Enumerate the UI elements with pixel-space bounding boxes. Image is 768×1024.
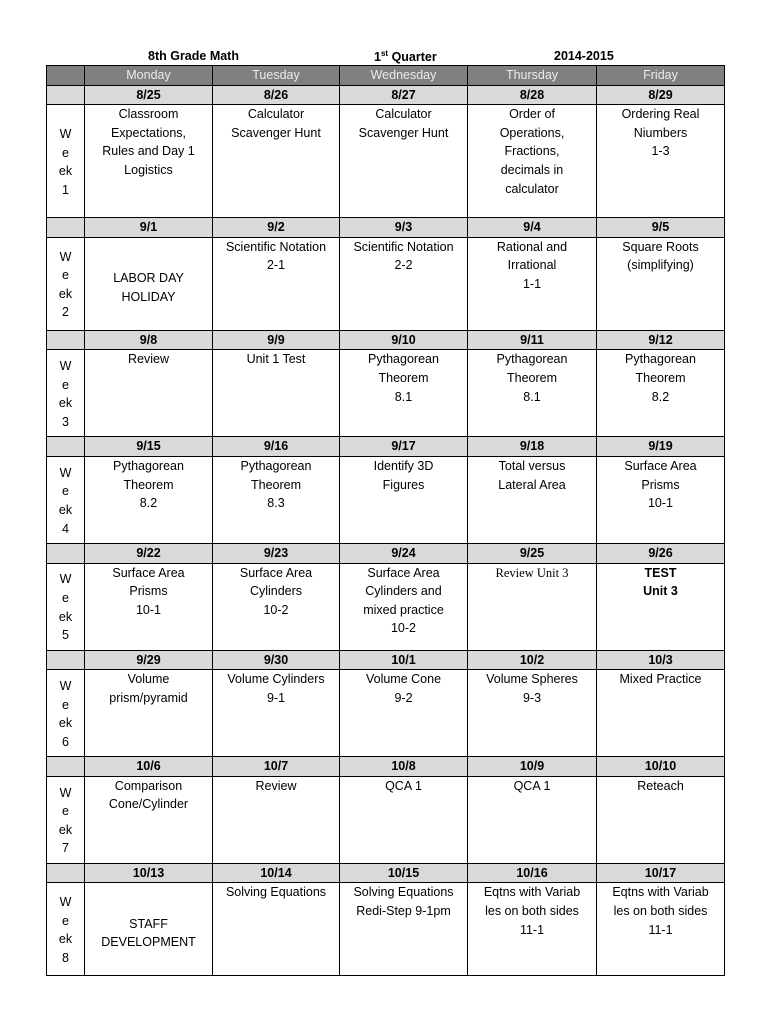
date-cell: 9/1 xyxy=(85,218,213,238)
lesson-line: les on both sides xyxy=(485,903,579,918)
lesson-line: STAFF xyxy=(129,916,168,931)
lesson-line: QCA 1 xyxy=(513,778,551,793)
date-cell: 10/10 xyxy=(597,757,725,777)
lesson-line: Surface Area xyxy=(624,458,697,473)
lesson-cell xyxy=(213,563,340,650)
date-row-blank-cell xyxy=(47,650,85,670)
lesson-line: Review xyxy=(255,778,297,793)
lesson-cell xyxy=(340,105,468,218)
lesson-line: Solving Equations xyxy=(225,885,327,900)
lesson-line: 9-2 xyxy=(394,690,413,705)
week-label-part: 8 xyxy=(62,950,69,965)
week-label-part: ek xyxy=(58,609,73,624)
week-label xyxy=(47,237,85,330)
date-cell: 9/23 xyxy=(213,543,340,563)
week-label-part: e xyxy=(62,484,69,499)
week-label-part: ek xyxy=(58,932,73,947)
lesson-line: Pythagorean xyxy=(113,458,184,473)
lesson-line: Scavenger Hunt xyxy=(358,125,449,140)
date-cell: 10/2 xyxy=(468,650,597,670)
date-cell: 9/18 xyxy=(468,437,597,457)
lesson-line: Scientific Notation xyxy=(225,239,327,254)
lesson-cell xyxy=(213,237,340,330)
date-row xyxy=(47,330,725,350)
date-cell: 9/12 xyxy=(597,330,725,350)
date-row-blank-cell xyxy=(47,85,85,105)
lesson-cell xyxy=(213,883,340,976)
school-year: 2014-2015 xyxy=(554,49,614,63)
lesson-cell xyxy=(85,883,213,976)
lesson-cell xyxy=(468,776,597,863)
lesson-line: Volume xyxy=(127,672,170,687)
lesson-line: Irrational xyxy=(507,258,557,273)
day-header-row xyxy=(47,66,725,86)
date-cell: 10/13 xyxy=(85,863,213,883)
date-cell: 10/15 xyxy=(340,863,468,883)
lesson-cell xyxy=(85,670,213,757)
lesson-cell xyxy=(597,883,725,976)
lesson-line: QCA 1 xyxy=(385,778,422,793)
week-label-part: ek xyxy=(58,164,73,179)
date-cell: 9/5 xyxy=(597,218,725,238)
week-label-part: e xyxy=(62,590,69,605)
lesson-line: Volume Cylinders xyxy=(227,672,325,687)
week-content-row xyxy=(47,563,725,650)
date-cell: 8/26 xyxy=(213,85,340,105)
lesson-cell xyxy=(468,456,597,543)
week-label-part: ek xyxy=(58,286,73,301)
date-cell: 9/26 xyxy=(597,543,725,563)
week-content-row xyxy=(47,776,725,863)
lesson-line: Redi-Step 9-1pm xyxy=(356,903,451,918)
date-cell: 8/29 xyxy=(597,85,725,105)
lesson-cell xyxy=(213,776,340,863)
lesson-line: Comparison xyxy=(114,778,183,793)
lesson-cell xyxy=(597,456,725,543)
date-cell: 9/17 xyxy=(340,437,468,457)
lesson-cell xyxy=(213,456,340,543)
lesson-cell xyxy=(340,776,468,863)
week-label-part: W xyxy=(59,249,72,264)
lesson-line: Mixed Practice xyxy=(619,672,702,687)
lesson-line: Cylinders and xyxy=(365,584,442,599)
week-label-part: W xyxy=(59,572,72,587)
date-cell: 10/9 xyxy=(468,757,597,777)
date-cell: 9/3 xyxy=(340,218,468,238)
week-label-part: e xyxy=(62,145,69,160)
week-label-part: 6 xyxy=(62,734,69,749)
quarter-suffix: st xyxy=(380,49,389,58)
day-header: Thursday xyxy=(468,66,597,86)
lesson-line: 9-3 xyxy=(522,690,542,705)
lesson-line: 8.3 xyxy=(267,496,285,511)
lesson-line: Cone/Cylinder xyxy=(108,797,189,812)
lesson-line: Pythagorean xyxy=(368,352,439,367)
lesson-line: Cylinders xyxy=(249,584,303,599)
date-row-blank-cell xyxy=(47,437,85,457)
date-cell: 8/25 xyxy=(85,85,213,105)
week-label-part: e xyxy=(62,268,69,283)
lesson-line: 2-1 xyxy=(266,258,286,273)
lesson-cell xyxy=(340,350,468,437)
date-cell: 9/10 xyxy=(340,330,468,350)
lesson-line: Volume Cone xyxy=(365,672,442,687)
lesson-line: Scavenger Hunt xyxy=(231,125,321,140)
lesson-line: Theorem xyxy=(506,370,558,385)
lesson-line: Lateral Area xyxy=(498,477,566,492)
week-label-part: e xyxy=(62,804,69,819)
lesson-cell xyxy=(340,670,468,757)
date-cell: 8/27 xyxy=(340,85,468,105)
lesson-line: Rational and xyxy=(496,239,568,254)
lesson-cell xyxy=(85,456,213,543)
lesson-cell xyxy=(468,237,597,330)
lesson-line: Prisms xyxy=(129,584,168,599)
week-content-row xyxy=(47,670,725,757)
lesson-line: 1-1 xyxy=(522,276,542,291)
lesson-line: 2-2 xyxy=(394,258,413,273)
lesson-line: prism/pyramid xyxy=(109,690,188,705)
date-cell: 10/3 xyxy=(597,650,725,670)
week-content-row xyxy=(47,237,725,330)
lesson-cell xyxy=(468,105,597,218)
lesson-line: Surface Area xyxy=(112,565,185,580)
date-row xyxy=(47,650,725,670)
week-label-part: ek xyxy=(58,716,73,731)
lesson-cell xyxy=(213,105,340,218)
date-cell: 9/22 xyxy=(85,543,213,563)
lesson-line: HOLIDAY xyxy=(121,289,176,304)
lesson-line: Expectations, xyxy=(110,125,187,140)
date-row xyxy=(47,85,725,105)
lesson-line: 11-1 xyxy=(519,922,545,937)
week-label xyxy=(47,883,85,976)
lesson-cell xyxy=(85,350,213,437)
lesson-line: Eqtns with Variab xyxy=(483,885,581,900)
date-row-blank-cell xyxy=(47,863,85,883)
lesson-line: Niumbers xyxy=(633,125,688,140)
lesson-line: TEST xyxy=(644,565,677,580)
date-cell: 9/11 xyxy=(468,330,597,350)
week-label-part: W xyxy=(59,678,72,693)
lesson-line: LABOR DAY xyxy=(113,271,184,286)
lesson-line: Order of xyxy=(509,107,555,122)
lesson-line: Review xyxy=(128,352,169,367)
lesson-line: Pythagorean xyxy=(240,458,312,473)
date-cell: 10/16 xyxy=(468,863,597,883)
lesson-cell xyxy=(85,563,213,650)
lesson-cell xyxy=(213,350,340,437)
week-label-part: W xyxy=(59,785,72,800)
lesson-line: 8.1 xyxy=(394,389,413,404)
lesson-line: Calculator xyxy=(247,107,305,122)
lesson-cell xyxy=(340,237,468,330)
lesson-cell xyxy=(597,776,725,863)
week-label-part: W xyxy=(59,465,72,480)
lesson-line: Identify 3D xyxy=(373,458,434,473)
lesson-cell xyxy=(468,670,597,757)
calendar-table xyxy=(46,65,725,976)
lesson-cell xyxy=(340,883,468,976)
date-cell: 10/1 xyxy=(340,650,468,670)
lesson-line: Theorem xyxy=(250,477,302,492)
date-cell: 9/16 xyxy=(213,437,340,457)
day-header: Monday xyxy=(85,66,213,86)
lesson-line: Eqtns with Variab xyxy=(612,885,709,900)
lesson-line: calculator xyxy=(505,181,559,196)
week-label-part: ek xyxy=(58,822,73,837)
lesson-line: Classroom xyxy=(118,107,179,122)
lesson-line: Surface Area xyxy=(239,565,313,580)
date-row xyxy=(47,863,725,883)
date-cell: 10/8 xyxy=(340,757,468,777)
lesson-line: Unit 1 Test xyxy=(246,352,306,367)
lesson-line: 9-1 xyxy=(266,690,286,705)
week-label-part: 1 xyxy=(62,182,69,197)
lesson-line: decimals in xyxy=(500,162,564,177)
date-row xyxy=(47,437,725,457)
lesson-line: Fractions, xyxy=(504,144,560,159)
date-cell: 9/19 xyxy=(597,437,725,457)
lesson-line: Review Unit 3 xyxy=(495,565,569,580)
lesson-line: Rules and Day 1 xyxy=(102,144,195,159)
date-cell: 9/4 xyxy=(468,218,597,238)
lesson-line: Pythagorean xyxy=(625,352,696,367)
lesson-line: 8.2 xyxy=(139,496,158,511)
lesson-line: 10-2 xyxy=(390,621,417,636)
lesson-line: Scientific Notation xyxy=(353,239,454,254)
lesson-line: Figures xyxy=(382,477,425,492)
lesson-line: 8.2 xyxy=(651,389,670,404)
lesson-line: Calculator xyxy=(375,107,432,122)
week-label xyxy=(47,670,85,757)
date-row-blank-cell xyxy=(47,330,85,350)
week-label-part: W xyxy=(59,359,72,374)
week-label-part: 5 xyxy=(62,628,69,643)
lesson-cell xyxy=(597,105,725,218)
date-row xyxy=(47,218,725,238)
lesson-line: Prisms xyxy=(641,477,680,492)
lesson-line: DEVELOPMENT xyxy=(101,935,196,950)
lesson-line: 11-1 xyxy=(648,922,673,937)
lesson-line: Unit 3 xyxy=(643,584,678,599)
date-cell: 10/14 xyxy=(213,863,340,883)
lesson-cell xyxy=(597,670,725,757)
lesson-line: Theorem xyxy=(123,477,174,492)
document-title-row xyxy=(46,47,724,65)
week-label-part: e xyxy=(62,377,69,392)
week-label-part: 2 xyxy=(62,305,69,320)
lesson-line: 8.1 xyxy=(523,389,541,404)
lesson-line: Reteach xyxy=(637,778,684,793)
week-label-part: W xyxy=(59,127,72,141)
week-label xyxy=(47,456,85,543)
lesson-cell xyxy=(340,456,468,543)
week-label-part: W xyxy=(59,895,72,910)
lesson-line: 10-2 xyxy=(263,602,289,617)
week-label xyxy=(47,105,85,218)
lesson-line: Theorem xyxy=(378,370,429,385)
week-label xyxy=(47,350,85,437)
date-cell: 10/6 xyxy=(85,757,213,777)
date-cell: 10/7 xyxy=(213,757,340,777)
week-label-part: 4 xyxy=(62,521,69,536)
week-label-part: e xyxy=(62,697,69,712)
lesson-line: Square Roots xyxy=(622,239,699,254)
lesson-line: Pythagorean xyxy=(496,352,568,367)
lesson-line: mixed practice xyxy=(363,602,444,617)
lesson-line: Solving Equations xyxy=(353,885,454,900)
lesson-cell xyxy=(597,563,725,650)
lesson-cell xyxy=(468,350,597,437)
week-label xyxy=(47,776,85,863)
date-cell: 9/8 xyxy=(85,330,213,350)
date-cell: 10/17 xyxy=(597,863,725,883)
week-label xyxy=(47,563,85,650)
week-content-row xyxy=(47,456,725,543)
lesson-cell xyxy=(597,350,725,437)
lesson-cell xyxy=(85,776,213,863)
lesson-line: Volume Spheres xyxy=(486,672,578,687)
date-row-blank-cell xyxy=(47,543,85,563)
lesson-line: les on both sides xyxy=(613,903,708,918)
lesson-cell xyxy=(213,670,340,757)
week-label-part: ek xyxy=(58,502,73,517)
date-cell: 9/25 xyxy=(468,543,597,563)
lesson-line: Surface Area xyxy=(367,565,440,580)
header-blank-cell xyxy=(47,66,85,86)
lesson-line: Logistics xyxy=(124,162,173,177)
date-row-blank-cell xyxy=(47,218,85,238)
date-row xyxy=(47,757,725,777)
week-content-row xyxy=(47,883,725,976)
lesson-line: Theorem xyxy=(635,370,686,385)
date-cell: 9/29 xyxy=(85,650,213,670)
day-header: Wednesday xyxy=(340,66,468,86)
week-content-row xyxy=(47,350,725,437)
date-row xyxy=(47,543,725,563)
week-label-part: e xyxy=(62,913,69,928)
date-cell: 9/2 xyxy=(213,218,340,238)
lesson-cell xyxy=(85,237,213,330)
lesson-line: 1-3 xyxy=(651,144,670,159)
lesson-cell xyxy=(468,883,597,976)
date-cell: 9/30 xyxy=(213,650,340,670)
week-label-part: 3 xyxy=(62,414,69,429)
date-row-blank-cell xyxy=(47,757,85,777)
day-header: Tuesday xyxy=(213,66,340,86)
quarter-word: Quarter xyxy=(391,50,437,65)
lesson-line: Total versus xyxy=(498,458,566,473)
lesson-line: Operations, xyxy=(499,125,565,140)
course-title: 8th Grade Math xyxy=(148,49,239,63)
lesson-line: 10-1 xyxy=(647,496,674,511)
lesson-line: (simplifying) xyxy=(627,258,694,273)
lesson-cell xyxy=(468,563,597,650)
lesson-cell xyxy=(340,563,468,650)
lesson-line: Ordering Real xyxy=(621,107,700,122)
quarter-title xyxy=(374,49,437,64)
date-cell: 9/24 xyxy=(340,543,468,563)
lesson-cell xyxy=(85,105,213,218)
day-header: Friday xyxy=(597,66,725,86)
date-cell: 9/15 xyxy=(85,437,213,457)
lesson-line: 10-1 xyxy=(135,602,162,617)
lesson-cell xyxy=(597,237,725,330)
week-content-row xyxy=(47,105,725,218)
date-cell: 9/9 xyxy=(213,330,340,350)
date-cell: 8/28 xyxy=(468,85,597,105)
quarter-number: 1 xyxy=(374,50,381,65)
week-label-part: ek xyxy=(58,396,73,411)
week-label-part: 7 xyxy=(62,841,69,856)
